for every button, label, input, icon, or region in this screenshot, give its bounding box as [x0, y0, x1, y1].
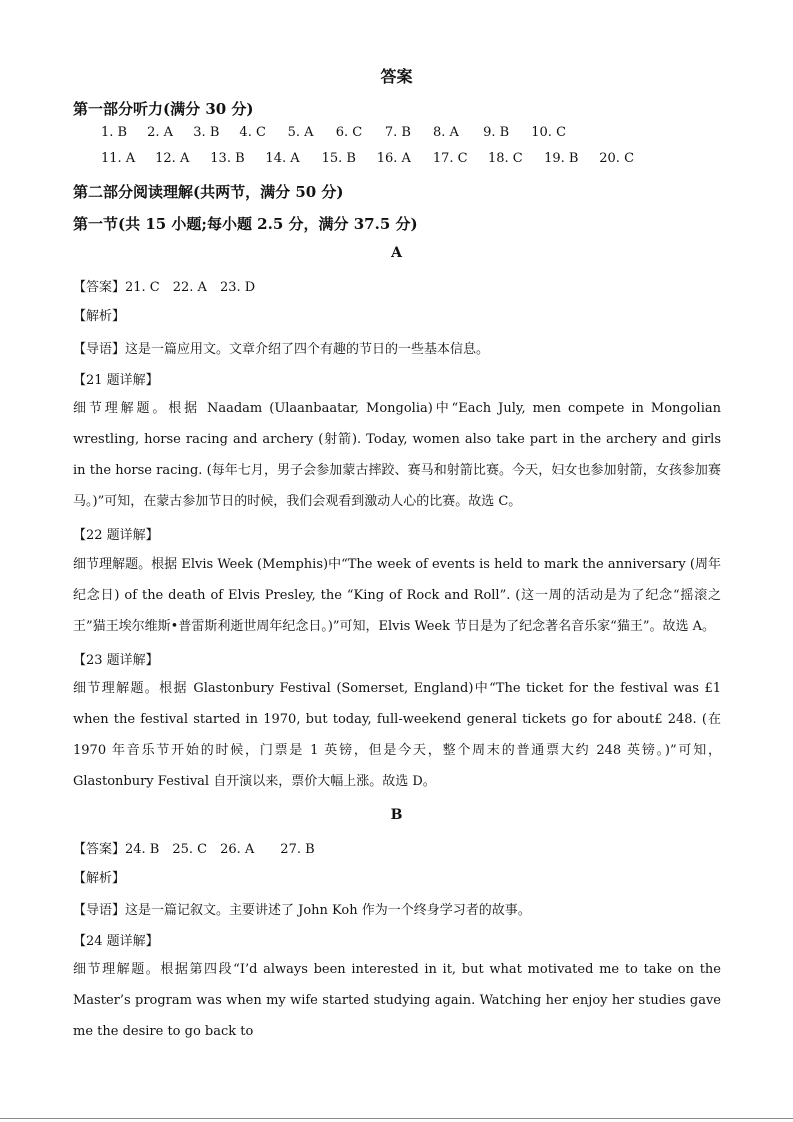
answer-item: 10. C [531, 125, 567, 140]
q21-explanation: 细节理解题。根据 Naadam (Ulaanbaatar, Mongolia)中“Each July, men compete in Mongolian wrestling, horse racing and archery (射箭). Today, women also take part in the archery and girls in the horse racing. (每年七月，男子会参加蒙古摔跤、赛马和射箭比赛。今天，妇女也参加射箭，女孩参加赛马。)”可知，在蒙古参加节日的时候，我们会观看到激动人心的比赛。故选 C。 [73, 401, 721, 509]
answer-item: 12. A [155, 151, 190, 166]
answer-item: 2. A [147, 125, 174, 140]
answer-item: 15. B [321, 151, 356, 166]
passage-b-guide: 【导语】这是一篇记叙文。主要讲述了 John Koh 作为一个终身学习者的故事。 [73, 903, 531, 918]
answer-item: 9. B [483, 125, 510, 140]
q22-heading: 【22 题详解】 [73, 528, 159, 543]
answer-item: 3. B [193, 125, 220, 140]
listening-answers-row-2 [101, 151, 639, 166]
listening-answers-row-1 [101, 125, 575, 140]
passage-a-answer: 【答案】21. C 22. A 23. D [73, 280, 256, 295]
answer-item: 7. B [384, 125, 411, 140]
passage-b-analysis-label: 【解析】 [73, 871, 126, 886]
answer-item: 14. A [265, 151, 300, 166]
answer-item: 4. C [239, 125, 266, 140]
answer-item: 19. B [544, 151, 579, 166]
answer-item: 20. C [599, 151, 635, 166]
passage-b-letter: B [390, 807, 403, 823]
q24-heading: 【24 题详解】 [73, 934, 159, 949]
part2-heading: 第二部分阅读理解(共两节，满分 50 分) [73, 183, 344, 201]
answer-item: 18. C [487, 151, 523, 166]
section1-heading: 第一节(共 15 小题;每小题 2.5 分，满分 37.5 分) [73, 215, 418, 233]
passage-a-analysis-label: 【解析】 [73, 309, 126, 324]
page-bottom-rule [0, 1118, 793, 1119]
answer-item: 8. A [432, 125, 459, 140]
answer-item: 11. A [101, 151, 136, 166]
q23-heading: 【23 题详解】 [73, 653, 159, 668]
answer-item: 16. A [376, 151, 411, 166]
answer-item: 17. C [432, 151, 468, 166]
answer-item: 13. B [210, 151, 245, 166]
q23-explanation: 细节理解题。根据 Glastonbury Festival (Somerset, England)中“The ticket for the festival was £1 when the festival started in 1970, but today, full-weekend general tickets go for about£ 248. (在 1970 年音乐节开始的时候，门票是 1 英镑，但是今天，整个周末的普通票大约 248 英镑。)”可知，Glastonbury Festival 自开演以来，票价大幅上涨。故选 D。 [73, 681, 721, 789]
passage-a-guide: 【导语】这是一篇应用文。文章介绍了四个有趣的节日的一些基本信息。 [73, 342, 490, 357]
answer-item: 6. C [335, 125, 363, 140]
passage-b-answer: 【答案】24. B 25. C 26. A 27. B [73, 842, 315, 857]
page-title: 答案 [380, 67, 413, 86]
answer-item: 5. A [287, 125, 314, 140]
answer-item: 1. B [101, 125, 128, 140]
passage-a-letter: A [391, 245, 402, 261]
q24-explanation: 细节理解题。根据第四段“I’d always been interested in it, but what motivated me to take on the Master’s program was when my wife started studying again. Watching her enjoy her studies gave me the desire to go back to [73, 962, 721, 1039]
q22-explanation: 细节理解题。根据 Elvis Week (Memphis)中“The week of events is held to mark the anniversary (周年纪念日) of the death of Elvis Presley, the “King of Rock and Roll”. (这一周的活动是为了纪念“摇滚之王”猫王埃尔维斯•普雷斯利逝世周年纪念日。)”可知，Elvis Week 节日是为了纪念著名音乐家“猫王”。故选 A。 [73, 557, 721, 634]
q21-heading: 【21 题详解】 [73, 373, 159, 388]
part1-heading: 第一部分听力(满分 30 分) [73, 100, 254, 118]
